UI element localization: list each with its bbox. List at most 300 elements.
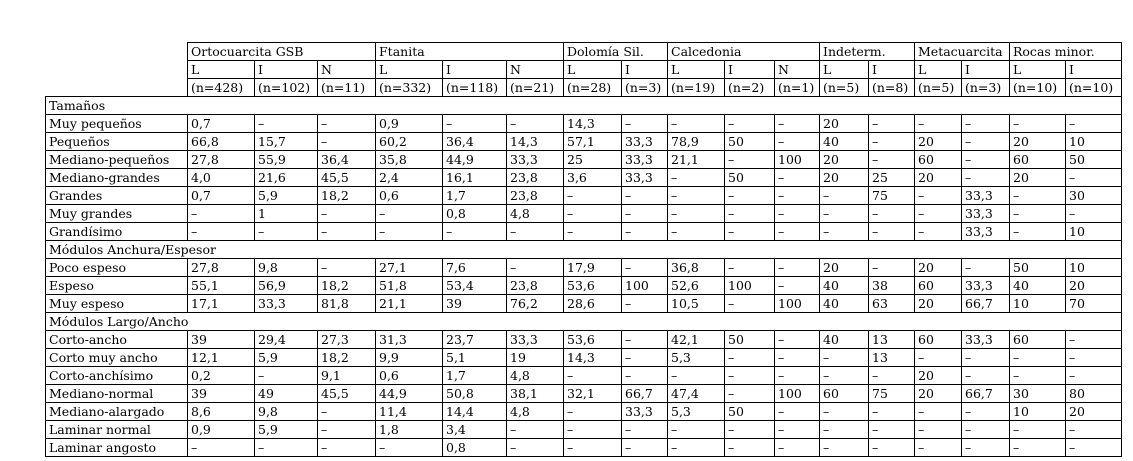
table-cell: 21,1: [376, 295, 443, 313]
table-cell: 100: [725, 277, 775, 295]
table-cell: –: [1066, 349, 1122, 367]
subheader-cell: I: [443, 61, 507, 79]
table-cell: –: [775, 403, 820, 421]
table-cell: 3,6: [564, 169, 622, 187]
corner-cell: [46, 43, 188, 61]
table-cell: 21,1: [668, 151, 725, 169]
table-cell: –: [668, 367, 725, 385]
table-cell: 18,2: [318, 349, 376, 367]
table-cell: –: [1010, 115, 1066, 133]
table-cell: 100: [775, 385, 820, 403]
table-row: [46, 259, 1122, 277]
table-cell: 49: [255, 385, 318, 403]
table-cell: 23,8: [507, 277, 564, 295]
table-cell: –: [915, 223, 962, 241]
table-cell: –: [318, 403, 376, 421]
table-cell: 38: [869, 277, 915, 295]
table-row: [46, 277, 1122, 295]
section-header-row: [46, 313, 1122, 331]
table-cell: 56,9: [255, 277, 318, 295]
table-cell: –: [376, 439, 443, 457]
section-title: Módulos Anchura/Espesor: [46, 241, 1122, 259]
table-cell: 57,1: [564, 133, 622, 151]
table-cell: –: [725, 205, 775, 223]
count-cell: (n=8): [869, 79, 915, 97]
table-cell: 10: [1010, 295, 1066, 313]
table-cell: –: [820, 349, 869, 367]
table-cell: –: [775, 439, 820, 457]
table-row: [46, 151, 1122, 169]
table-row: [46, 421, 1122, 439]
table-cell: –: [188, 223, 255, 241]
subheader-cell: I: [869, 61, 915, 79]
table-cell: –: [775, 367, 820, 385]
table-cell: 16,1: [443, 169, 507, 187]
table-cell: 4,0: [188, 169, 255, 187]
table-cell: –: [255, 115, 318, 133]
table-cell: 27,1: [376, 259, 443, 277]
table-row: [46, 169, 1122, 187]
table-cell: –: [507, 421, 564, 439]
table-cell: 20: [1010, 133, 1066, 151]
table-cell: –: [255, 223, 318, 241]
row-label: Mediano-normal: [46, 385, 188, 403]
table-cell: –: [622, 223, 668, 241]
table-cell: –: [1066, 115, 1122, 133]
table-cell: 20: [915, 259, 962, 277]
count-cell: (n=102): [255, 79, 318, 97]
table-cell: 27,8: [188, 259, 255, 277]
group-header: Rocas minor.: [1010, 43, 1122, 61]
table-row: [46, 367, 1122, 385]
table-cell: 20: [915, 367, 962, 385]
table-cell: 45,5: [318, 169, 376, 187]
table-cell: –: [820, 421, 869, 439]
table-cell: –: [725, 259, 775, 277]
table-cell: 45,5: [318, 385, 376, 403]
corner-cell: [46, 61, 188, 79]
row-label: Mediano-pequeños: [46, 151, 188, 169]
table-cell: –: [962, 349, 1010, 367]
table-cell: 25: [564, 151, 622, 169]
table-cell: 0,6: [376, 187, 443, 205]
table-cell: –: [622, 349, 668, 367]
table-cell: –: [775, 133, 820, 151]
table-cell: –: [725, 151, 775, 169]
row-label: Corto muy ancho: [46, 349, 188, 367]
table-cell: –: [318, 259, 376, 277]
table-cell: 53,4: [443, 277, 507, 295]
row-label: Laminar normal: [46, 421, 188, 439]
table-cell: 35,8: [376, 151, 443, 169]
table-cell: 32,1: [564, 385, 622, 403]
count-cell: (n=428): [188, 79, 255, 97]
subheader-cell: N: [507, 61, 564, 79]
section-title: Tamaños: [46, 97, 1122, 115]
table-row: [46, 187, 1122, 205]
table-cell: –: [1066, 367, 1122, 385]
table-cell: –: [318, 133, 376, 151]
corner-cell: [46, 79, 188, 97]
table-cell: 40: [820, 295, 869, 313]
table-cell: 15,7: [255, 133, 318, 151]
table-cell: –: [869, 367, 915, 385]
table-cell: 50: [725, 169, 775, 187]
subheader-cell: I: [255, 61, 318, 79]
table-cell: 60: [1010, 331, 1066, 349]
table-cell: 39: [188, 385, 255, 403]
table-cell: 36,8: [668, 259, 725, 277]
table-cell: 50: [725, 133, 775, 151]
table-row: [46, 205, 1122, 223]
table-cell: 80: [1066, 385, 1122, 403]
count-cell: (n=11): [318, 79, 376, 97]
row-label: Grandes: [46, 187, 188, 205]
table-cell: –: [962, 259, 1010, 277]
group-header: Ftanita: [376, 43, 564, 61]
table-cell: –: [622, 331, 668, 349]
table-cell: –: [443, 223, 507, 241]
table-cell: 1,7: [443, 187, 507, 205]
row-label: Pequeños: [46, 133, 188, 151]
table-cell: 20: [1066, 277, 1122, 295]
table-cell: –: [725, 385, 775, 403]
table-cell: –: [564, 205, 622, 223]
table-cell: 17,9: [564, 259, 622, 277]
table-cell: –: [725, 295, 775, 313]
table-cell: 60: [1010, 151, 1066, 169]
group-header: Dolomía Sil.: [564, 43, 668, 61]
table-cell: –: [869, 439, 915, 457]
table-cell: 10: [1066, 223, 1122, 241]
table-cell: 12,1: [188, 349, 255, 367]
table-cell: 10: [1066, 259, 1122, 277]
table-cell: 13: [869, 349, 915, 367]
table-cell: –: [255, 367, 318, 385]
table-cell: –: [962, 151, 1010, 169]
table-cell: –: [318, 439, 376, 457]
table-cell: 4,8: [507, 205, 564, 223]
subheader-cell: N: [775, 61, 820, 79]
table-cell: –: [318, 421, 376, 439]
table-cell: 17,1: [188, 295, 255, 313]
table-cell: –: [775, 187, 820, 205]
table-cell: 100: [622, 277, 668, 295]
table-cell: 5,1: [443, 349, 507, 367]
table-cell: 52,6: [668, 277, 725, 295]
table-cell: 39: [188, 331, 255, 349]
section-header-row: [46, 241, 1122, 259]
table-cell: 33,3: [962, 277, 1010, 295]
table-cell: 5,9: [255, 187, 318, 205]
table-cell: –: [1010, 187, 1066, 205]
table-cell: 29,4: [255, 331, 318, 349]
table-cell: 66,8: [188, 133, 255, 151]
table-cell: 36,4: [443, 133, 507, 151]
table-cell: –: [668, 421, 725, 439]
table-cell: –: [622, 115, 668, 133]
table-cell: –: [775, 331, 820, 349]
table-cell: –: [318, 115, 376, 133]
count-cell: (n=1): [775, 79, 820, 97]
table-cell: –: [1010, 205, 1066, 223]
table-cell: –: [564, 187, 622, 205]
group-header: Metacuarcita: [915, 43, 1010, 61]
subheader-cell: L: [668, 61, 725, 79]
count-cell: (n=5): [820, 79, 869, 97]
count-cell: (n=19): [668, 79, 725, 97]
table-cell: 30: [1010, 385, 1066, 403]
table-cell: 38,1: [507, 385, 564, 403]
table-cell: 13: [869, 331, 915, 349]
table-cell: 4,8: [507, 367, 564, 385]
table-cell: –: [820, 205, 869, 223]
table-cell: –: [869, 403, 915, 421]
count-row: [46, 79, 1122, 97]
table-cell: –: [869, 133, 915, 151]
table-cell: –: [820, 403, 869, 421]
table-cell: –: [915, 439, 962, 457]
table-cell: –: [775, 259, 820, 277]
table-cell: 5,9: [255, 421, 318, 439]
row-label: Mediano-grandes: [46, 169, 188, 187]
table-cell: 14,3: [564, 349, 622, 367]
subheader-cell: L: [915, 61, 962, 79]
group-header: Indeterm.: [820, 43, 915, 61]
table-cell: –: [775, 223, 820, 241]
table-cell: 0,9: [188, 421, 255, 439]
table-cell: –: [564, 421, 622, 439]
table-cell: –: [507, 223, 564, 241]
count-cell: (n=2): [725, 79, 775, 97]
count-cell: (n=10): [1010, 79, 1066, 97]
table-cell: 100: [775, 151, 820, 169]
table-cell: 39: [443, 295, 507, 313]
subheader-cell: L: [188, 61, 255, 79]
table-row: [46, 133, 1122, 151]
table-cell: 25: [869, 169, 915, 187]
table-cell: 63: [869, 295, 915, 313]
table-cell: 1,7: [443, 367, 507, 385]
section-title: Módulos Largo/Ancho: [46, 313, 1122, 331]
subheader-cell: I: [1066, 61, 1122, 79]
table-cell: 60: [915, 277, 962, 295]
table-row: [46, 223, 1122, 241]
table-cell: 30: [1066, 187, 1122, 205]
table-cell: –: [188, 439, 255, 457]
table-cell: –: [318, 223, 376, 241]
table-cell: 18,2: [318, 187, 376, 205]
table-cell: 20: [820, 169, 869, 187]
table-cell: 0,8: [443, 205, 507, 223]
subheader-cell: I: [622, 61, 668, 79]
table-cell: –: [962, 367, 1010, 385]
table-cell: 23,8: [507, 187, 564, 205]
table-cell: –: [1066, 205, 1122, 223]
table-cell: –: [668, 205, 725, 223]
subheader-cell: N: [318, 61, 376, 79]
count-cell: (n=332): [376, 79, 443, 97]
table-cell: 1,8: [376, 421, 443, 439]
row-label: Muy pequeños: [46, 115, 188, 133]
table-cell: 4,8: [507, 403, 564, 421]
table-cell: 70: [1066, 295, 1122, 313]
table-cell: 42,1: [668, 331, 725, 349]
subheader-cell: L: [564, 61, 622, 79]
table-cell: 60,2: [376, 133, 443, 151]
table-cell: –: [622, 367, 668, 385]
table-cell: 40: [820, 133, 869, 151]
count-cell: (n=10): [1066, 79, 1122, 97]
table-cell: 50: [1010, 259, 1066, 277]
table-cell: 33,3: [962, 223, 1010, 241]
table-cell: 33,3: [962, 205, 1010, 223]
row-label: Corto-ancho: [46, 331, 188, 349]
table-cell: –: [1066, 169, 1122, 187]
count-cell: (n=3): [962, 79, 1010, 97]
table-cell: 20: [915, 133, 962, 151]
table-cell: 33,3: [622, 133, 668, 151]
table-cell: –: [962, 115, 1010, 133]
table-cell: 66,7: [622, 385, 668, 403]
count-cell: (n=28): [564, 79, 622, 97]
table-cell: 33,3: [507, 151, 564, 169]
table-cell: 10,5: [668, 295, 725, 313]
table-cell: –: [668, 169, 725, 187]
row-label: Grandísimo: [46, 223, 188, 241]
table-cell: –: [869, 115, 915, 133]
table-cell: 60: [820, 385, 869, 403]
table-cell: 14,3: [564, 115, 622, 133]
table-cell: 60: [915, 151, 962, 169]
table-cell: 50,8: [443, 385, 507, 403]
table-cell: 44,9: [376, 385, 443, 403]
table-row: [46, 331, 1122, 349]
table-cell: –: [376, 223, 443, 241]
table-cell: 100: [775, 295, 820, 313]
row-label: Laminar angosto: [46, 439, 188, 457]
table-cell: 20: [915, 169, 962, 187]
table-cell: 0,2: [188, 367, 255, 385]
group-header: Ortocuarcita GSB: [188, 43, 376, 61]
table-cell: 14,3: [507, 133, 564, 151]
table-cell: –: [188, 205, 255, 223]
table-cell: –: [820, 187, 869, 205]
table-cell: –: [622, 421, 668, 439]
table-cell: 3,4: [443, 421, 507, 439]
table-cell: –: [255, 439, 318, 457]
table-cell: –: [869, 205, 915, 223]
table-cell: 20: [915, 295, 962, 313]
table-cell: –: [1066, 421, 1122, 439]
table-cell: –: [622, 439, 668, 457]
table-cell: 0,7: [188, 115, 255, 133]
table-cell: –: [507, 115, 564, 133]
table-cell: –: [668, 187, 725, 205]
table-cell: 20: [820, 259, 869, 277]
table-cell: 66,7: [962, 385, 1010, 403]
table-cell: 50: [1066, 151, 1122, 169]
table-cell: –: [915, 187, 962, 205]
table-cell: 78,9: [668, 133, 725, 151]
table-cell: –: [725, 421, 775, 439]
count-cell: (n=21): [507, 79, 564, 97]
table-cell: –: [915, 421, 962, 439]
table-cell: 9,1: [318, 367, 376, 385]
table-cell: 33,3: [962, 187, 1010, 205]
table-cell: –: [622, 259, 668, 277]
subheader-cell: L: [1010, 61, 1066, 79]
table-cell: 23,7: [443, 331, 507, 349]
table-cell: –: [869, 223, 915, 241]
table-cell: –: [1010, 367, 1066, 385]
table-cell: –: [725, 439, 775, 457]
table-cell: –: [820, 223, 869, 241]
table-cell: 10: [1010, 403, 1066, 421]
table-cell: –: [622, 187, 668, 205]
table-cell: 9,8: [255, 259, 318, 277]
table-cell: –: [915, 349, 962, 367]
table-cell: 11,4: [376, 403, 443, 421]
table-cell: –: [1010, 223, 1066, 241]
group-header: Calcedonia: [668, 43, 820, 61]
table-cell: –: [1010, 349, 1066, 367]
table-cell: –: [507, 439, 564, 457]
table-cell: –: [564, 223, 622, 241]
table-cell: 44,9: [443, 151, 507, 169]
table-cell: 55,1: [188, 277, 255, 295]
table-cell: –: [962, 133, 1010, 151]
table-cell: 33,3: [622, 169, 668, 187]
table-cell: 55,9: [255, 151, 318, 169]
table-cell: 20: [820, 151, 869, 169]
table-cell: 40: [820, 277, 869, 295]
table-cell: –: [668, 223, 725, 241]
table-cell: –: [869, 421, 915, 439]
table-cell: –: [869, 259, 915, 277]
table-cell: 18,2: [318, 277, 376, 295]
table-row: [46, 385, 1122, 403]
table-cell: 21,6: [255, 169, 318, 187]
table-cell: 33,3: [622, 403, 668, 421]
table-cell: 23,8: [507, 169, 564, 187]
table-cell: 20: [1010, 169, 1066, 187]
table-cell: –: [443, 115, 507, 133]
table-cell: 27,8: [188, 151, 255, 169]
table-cell: 60: [915, 331, 962, 349]
count-cell: (n=3): [622, 79, 668, 97]
table-cell: 5,3: [668, 349, 725, 367]
subheader-cell: L: [820, 61, 869, 79]
table-cell: 5,9: [255, 349, 318, 367]
table-cell: –: [725, 115, 775, 133]
table-cell: –: [668, 115, 725, 133]
table-cell: 0,9: [376, 115, 443, 133]
table-cell: 33,3: [255, 295, 318, 313]
table-cell: –: [820, 439, 869, 457]
table-cell: 0,6: [376, 367, 443, 385]
table-cell: 28,6: [564, 295, 622, 313]
subheader-cell: L: [376, 61, 443, 79]
table-row: [46, 295, 1122, 313]
group-header-row: [46, 43, 1122, 61]
table-cell: 75: [869, 187, 915, 205]
table-cell: 2,4: [376, 169, 443, 187]
table-cell: –: [869, 151, 915, 169]
table-cell: 53,6: [564, 277, 622, 295]
table-cell: –: [668, 439, 725, 457]
table-cell: 14,4: [443, 403, 507, 421]
